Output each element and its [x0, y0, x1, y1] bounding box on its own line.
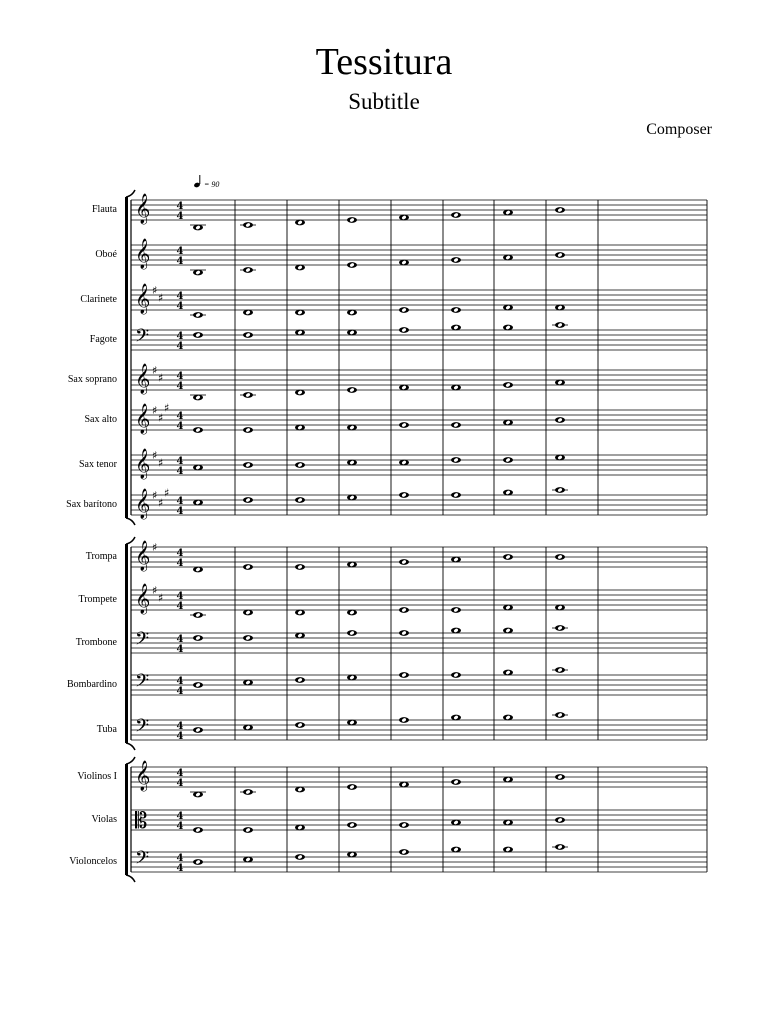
time-signature-top: 4 — [176, 456, 184, 467]
time-signature-top: 4 — [176, 246, 184, 257]
score-subtitle: Subtitle — [348, 89, 420, 114]
time-signature-top: 4 — [176, 331, 184, 342]
instrument-label: Tuba — [96, 724, 117, 735]
bracket-bottom-woodwinds — [126, 518, 135, 525]
time-signature-bottom: 4 — [176, 821, 184, 832]
bracket-top-strings — [126, 757, 135, 764]
treble-clef-icon: 𝄞 — [135, 284, 151, 314]
bracket-top-woodwinds — [126, 190, 135, 197]
sharp-icon: ♯ — [152, 404, 158, 417]
sharp-icon: ♯ — [152, 489, 158, 502]
bracket-woodwinds — [125, 197, 128, 518]
bass-clef-icon: 𝄢 — [135, 848, 150, 873]
treble-clef-icon: 𝄞 — [135, 489, 151, 519]
sharp-icon: ♯ — [164, 401, 170, 415]
instrument-label: Trompete — [78, 594, 117, 605]
instrument-label: Clarinete — [80, 294, 117, 305]
time-signature-bottom: 4 — [176, 778, 184, 789]
time-signature-bottom: 4 — [176, 506, 184, 517]
bass-clef-icon: 𝄢 — [135, 629, 150, 654]
tempo-value: = 90 — [204, 180, 220, 189]
time-signature-top: 4 — [176, 591, 184, 602]
instrument-label: Flauta — [92, 204, 117, 215]
time-signature-top: 4 — [176, 634, 184, 645]
time-signature-bottom: 4 — [176, 381, 184, 392]
time-signature-top: 4 — [176, 201, 184, 212]
sharp-icon: ♯ — [164, 486, 170, 500]
sharp-icon: ♯ — [152, 284, 158, 297]
time-signature-top: 4 — [176, 853, 184, 864]
sharp-icon: ♯ — [158, 591, 164, 605]
instrument-label: Trompa — [85, 551, 117, 562]
instrument-label: Sax soprano — [67, 374, 117, 385]
instrument-label: Sax tenor — [78, 459, 117, 470]
treble-clef-icon: 𝄞 — [135, 239, 151, 269]
instrument-label: Violas — [91, 814, 117, 825]
instrument-label: Sax barítono — [66, 499, 117, 510]
instrument-label: Fagote — [89, 334, 117, 345]
treble-clef-icon: 𝄞 — [135, 541, 151, 571]
sharp-icon: ♯ — [158, 496, 164, 510]
instrument-label: Oboé — [95, 249, 117, 260]
bracket-bottom-brass — [126, 743, 135, 750]
treble-clef-icon: 𝄞 — [135, 194, 151, 224]
time-signature-bottom: 4 — [176, 211, 184, 222]
treble-clef-icon: 𝄞 — [135, 584, 151, 614]
tempo-marking — [193, 175, 219, 189]
instrument-label: Bombardino — [67, 679, 117, 690]
time-signature-bottom: 4 — [176, 686, 184, 697]
time-signature-top: 4 — [176, 291, 184, 302]
sharp-icon: ♯ — [152, 541, 158, 554]
treble-clef-icon: 𝄞 — [135, 364, 151, 394]
time-signature-bottom: 4 — [176, 301, 184, 312]
instrument-label: Violinos I — [77, 771, 117, 782]
alto-clef-icon: 𝄡 — [135, 809, 148, 834]
time-signature-bottom: 4 — [176, 341, 184, 352]
time-signature-bottom: 4 — [176, 644, 184, 655]
bracket-strings — [125, 764, 128, 875]
instrument-label: Sax alto — [84, 414, 117, 425]
sharp-icon: ♯ — [152, 584, 158, 597]
time-signature-bottom: 4 — [176, 558, 184, 569]
time-signature-bottom: 4 — [176, 256, 184, 267]
time-signature-top: 4 — [176, 811, 184, 822]
treble-clef-icon: 𝄞 — [135, 449, 151, 479]
bracket-top-brass — [126, 537, 135, 544]
sharp-icon: ♯ — [158, 371, 164, 385]
score-title: Tessitura — [315, 41, 453, 83]
time-signature-top: 4 — [176, 768, 184, 779]
sharp-icon: ♯ — [158, 291, 164, 305]
sharp-icon: ♯ — [152, 364, 158, 377]
bass-clef-icon: 𝄢 — [135, 671, 150, 696]
bass-clef-icon: 𝄢 — [135, 716, 150, 741]
treble-clef-icon: 𝄞 — [135, 404, 151, 434]
time-signature-bottom: 4 — [176, 863, 184, 874]
sharp-icon: ♯ — [158, 456, 164, 470]
time-signature-bottom: 4 — [176, 731, 184, 742]
time-signature-top: 4 — [176, 411, 184, 422]
bracket-bottom-strings — [126, 875, 135, 882]
sharp-icon: ♯ — [152, 449, 158, 462]
time-signature-bottom: 4 — [176, 421, 184, 432]
time-signature-top: 4 — [176, 371, 184, 382]
bass-clef-icon: 𝄢 — [135, 326, 150, 351]
time-signature-top: 4 — [176, 496, 184, 507]
time-signature-top: 4 — [176, 548, 184, 559]
sharp-icon: ♯ — [158, 411, 164, 425]
bracket-brass — [125, 544, 128, 743]
composer-name: Composer — [646, 121, 712, 138]
time-signature-bottom: 4 — [176, 601, 184, 612]
treble-clef-icon: 𝄞 — [135, 761, 151, 791]
instrument-label: Trombone — [75, 637, 117, 648]
time-signature-top: 4 — [176, 676, 184, 687]
instrument-label: Violoncelos — [69, 856, 117, 867]
time-signature-bottom: 4 — [176, 466, 184, 477]
time-signature-top: 4 — [176, 721, 184, 732]
